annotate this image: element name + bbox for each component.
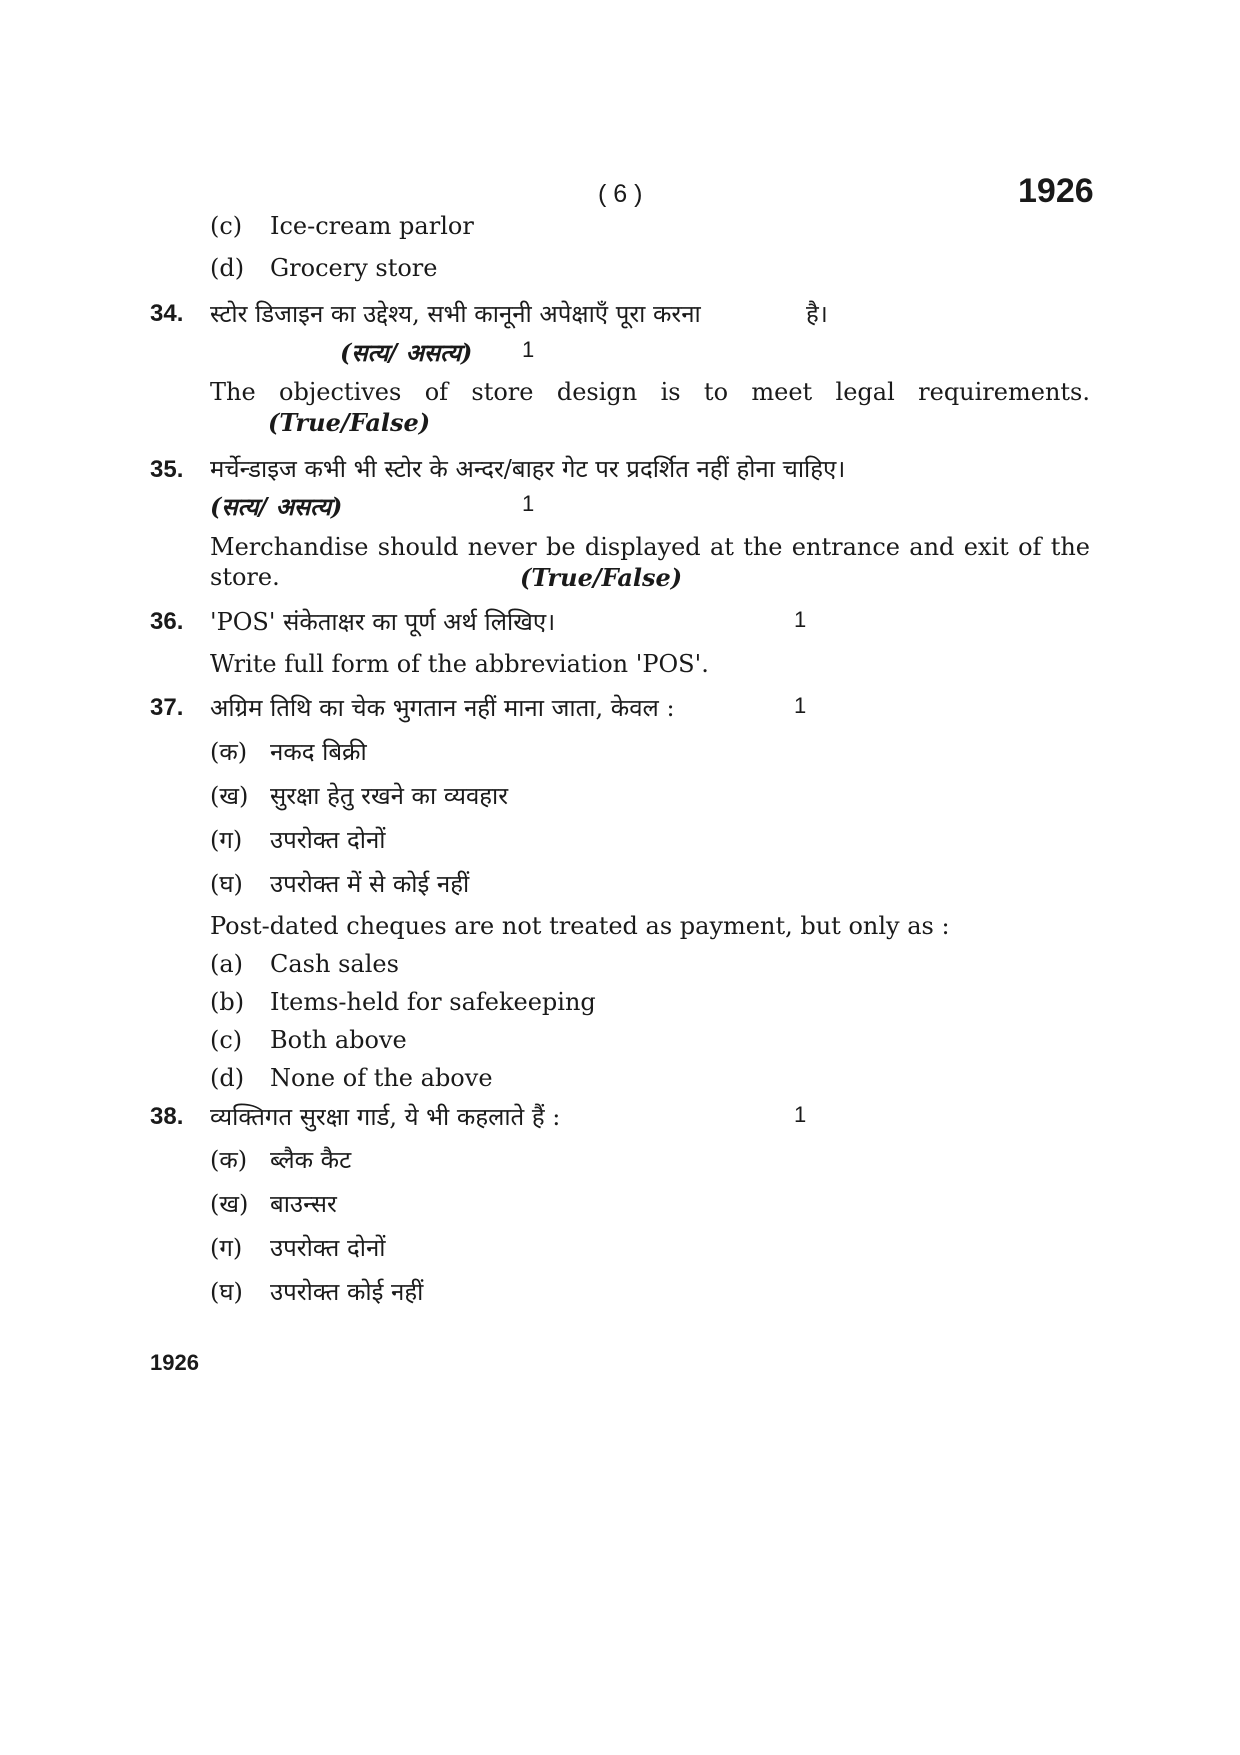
true-false-hindi: (सत्य/ असत्य) [340, 338, 473, 367]
option-label: (b) [210, 988, 245, 1016]
question-number: 35. [150, 456, 184, 483]
marks: 1 [794, 693, 807, 718]
option-text: None of the above [270, 1064, 493, 1092]
true-false-hindi: (सत्य/ असत्य) [210, 492, 343, 521]
question-english: Post-dated cheques are not treated as payment, but only as : [210, 912, 950, 940]
question-english-line2: store. [210, 563, 280, 591]
question-english: Write full form of the abbreviation 'POS'. [210, 650, 709, 678]
option-label: (a) [210, 950, 244, 978]
option-label: (ग) [210, 1234, 243, 1262]
option-label: (ग) [210, 826, 243, 854]
option-text: Cash sales [270, 950, 399, 978]
option-label: (ख) [210, 1190, 249, 1218]
option-label: (ख) [210, 782, 249, 810]
option-label: (क) [210, 738, 248, 766]
option-text: Ice-cream parlor [270, 212, 474, 240]
question-number: 37. [150, 694, 184, 721]
option-label: (क) [210, 1146, 248, 1174]
option-text: उपरोक्त कोई नहीं [270, 1278, 424, 1306]
question-hindi: मर्चेन्डाइज कभी भी स्टोर के अन्दर/बाहर गेट पर प्रदर्शित नहीं होना चाहिए। [210, 455, 846, 483]
true-false-english: (True/False) [520, 563, 683, 592]
option-text: सुरक्षा हेतु रखने का व्यवहार [270, 782, 509, 810]
question-english-line1: Merchandise should never be displayed at the entrance and exit of the [210, 533, 1090, 561]
option-text: ब्लैक कैट [270, 1146, 352, 1174]
option-text: Items-held for safekeeping [270, 988, 596, 1016]
marks: 1 [522, 491, 535, 516]
true-false-english: (True/False) [268, 408, 431, 437]
question-hindi-tail: है। [806, 300, 828, 328]
paper-code-top: 1926 [1018, 172, 1094, 210]
marks: 1 [522, 337, 535, 362]
option-text: नकद बिक्री [270, 738, 367, 766]
option-label: (c) [210, 1026, 243, 1054]
option-label: (घ) [210, 1278, 243, 1306]
question-number: 34. [150, 300, 184, 327]
option-label: (d) [210, 1064, 245, 1092]
marks: 1 [794, 607, 807, 632]
marks: 1 [794, 1102, 807, 1127]
option-text: बाउन्सर [270, 1190, 337, 1218]
option-text: उपरोक्त दोनों [270, 826, 386, 854]
option-text: Grocery store [270, 254, 438, 282]
question-english: The objectives of store design is to meet legal requirements. [210, 378, 1090, 406]
option-text: Both above [270, 1026, 407, 1054]
question-hindi: अग्रिम तिथि का चेक भुगतान नहीं माना जाता, केवल : [210, 694, 675, 722]
question-hindi: व्यक्तिगत सुरक्षा गार्ड, ये भी कहलाते हैं : [210, 1103, 561, 1131]
question-number: 38. [150, 1103, 184, 1130]
option-label: (d) [210, 254, 245, 282]
option-label: (c) [210, 212, 243, 240]
question-hindi: 'POS' संकेताक्षर का पूर्ण अर्थ लिखिए। [210, 608, 556, 636]
option-label: (घ) [210, 870, 243, 898]
paper-code-bottom: 1926 [150, 1350, 199, 1375]
option-text: उपरोक्त में से कोई नहीं [270, 870, 470, 898]
page-number: ( 6 ) [598, 180, 643, 208]
option-text: उपरोक्त दोनों [270, 1234, 386, 1262]
question-number: 36. [150, 608, 184, 635]
question-hindi: स्टोर डिजाइन का उद्देश्य, सभी कानूनी अपेक्षाएँ पूरा करना [210, 300, 701, 328]
